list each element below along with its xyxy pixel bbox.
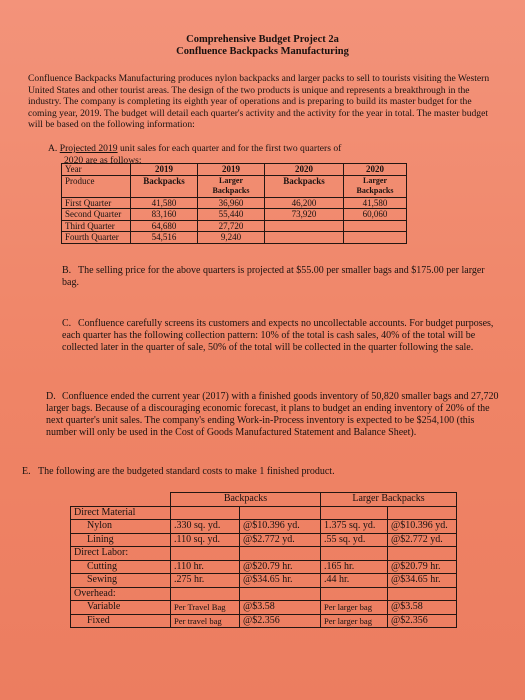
table-cell: @$3.58 — [240, 601, 321, 615]
table-cell: 54,516 — [131, 232, 198, 244]
sales-header-row-top — [62, 164, 407, 176]
row-label: Direct Labor: — [71, 547, 171, 561]
cost-table-body — [71, 506, 457, 628]
row-label: Second Quarter — [62, 209, 131, 221]
section-e — [22, 466, 502, 478]
table-row — [62, 232, 407, 244]
table-cell: @$3.58 — [388, 601, 457, 615]
table-cell: .275 hr. — [171, 574, 240, 588]
table-cell — [240, 506, 321, 520]
table-row — [62, 209, 407, 221]
item-a-text: unit sales for each quarter and for the first two quarters of — [119, 143, 342, 154]
table-cell: @$34.65 hr. — [240, 574, 321, 588]
table-cell: .110 sq. yd. — [171, 533, 240, 547]
table-cell: @$2.356 — [388, 614, 457, 628]
item-a-underlined: Projected 2019 — [59, 143, 118, 154]
table-cell: .44 hr. — [321, 574, 388, 588]
table-cell — [321, 587, 388, 601]
table-cell: @$34.65 hr. — [388, 574, 457, 588]
section-c-text: Confluence carefully screens its customers and expects no uncollectable accounts. For budget purposes, each quarter has the following collection pattern: 10% of the total is cash sales, 40% of the total will be collected later in the quarter of sale, 50% of the total will be collected in the quarter following the sale. — [62, 318, 494, 353]
standard-cost-table — [70, 492, 457, 628]
section-e-text: The following are the budgeted standard costs to make 1 finished product. — [38, 466, 335, 477]
section-d — [46, 391, 501, 439]
row-label: Sewing — [71, 574, 171, 588]
header-backpacks: Backpacks — [171, 493, 321, 507]
table-cell — [265, 220, 344, 232]
item-a-label: A. — [48, 143, 58, 154]
table-cell: @$20.79 hr. — [388, 560, 457, 574]
table-row — [71, 547, 457, 561]
section-b-label: B. — [62, 265, 72, 276]
table-cell: 64,680 — [131, 220, 198, 232]
header-larger-2019: Larger Backpacks — [198, 175, 265, 197]
table-cell: 60,060 — [344, 209, 407, 221]
table-cell — [240, 547, 321, 561]
table-cell — [344, 232, 407, 244]
table-cell — [171, 506, 240, 520]
row-label: Variable — [71, 601, 171, 615]
section-c — [62, 318, 502, 354]
table-row — [71, 560, 457, 574]
table-row — [62, 220, 407, 232]
item-a — [48, 143, 503, 154]
table-cell: Per Travel Bag — [171, 601, 240, 615]
table-row — [71, 574, 457, 588]
table-cell — [265, 232, 344, 244]
table-cell: Per travel bag — [171, 614, 240, 628]
row-label: Third Quarter — [62, 220, 131, 232]
table-cell: .110 hr. — [171, 560, 240, 574]
table-cell: @$2.772 yd. — [388, 533, 457, 547]
table-cell: @$10.396 yd. — [388, 520, 457, 534]
section-e-label: E. — [22, 466, 31, 477]
table-cell — [388, 587, 457, 601]
table-cell: @$2.772 yd. — [240, 533, 321, 547]
table-cell: 83,160 — [131, 209, 198, 221]
table-row — [71, 587, 457, 601]
header-2020-a: 2020 — [265, 164, 344, 176]
row-label: Fourth Quarter — [62, 232, 131, 244]
header-2020-b: 2020 — [344, 164, 407, 176]
table-row — [71, 614, 457, 628]
table-cell: 36,960 — [198, 197, 265, 209]
table-cell: 55,440 — [198, 209, 265, 221]
row-label: Fixed — [71, 614, 171, 628]
table-cell: Per larger bag — [321, 601, 388, 615]
table-cell: 9,240 — [198, 232, 265, 244]
cost-header-row — [71, 493, 457, 507]
row-label: First Quarter — [62, 197, 131, 209]
section-c-label: C. — [62, 318, 72, 329]
row-label: Overhead: — [71, 587, 171, 601]
table-row — [62, 197, 407, 209]
table-cell: .55 sq. yd. — [321, 533, 388, 547]
header-backpacks-2020: Backpacks — [265, 175, 344, 197]
document-title: Comprehensive Budget Project 2a — [186, 34, 339, 45]
table-row — [71, 506, 457, 520]
unit-sales-table — [61, 163, 407, 244]
table-cell — [240, 587, 321, 601]
table-cell: Per larger bag — [321, 614, 388, 628]
table-row — [71, 533, 457, 547]
row-label: Direct Material — [71, 506, 171, 520]
table-cell: @$10.396 yd. — [240, 520, 321, 534]
table-cell — [171, 547, 240, 561]
section-d-label: D. — [46, 391, 56, 402]
header-2019-b: 2019 — [198, 164, 265, 176]
section-b — [62, 265, 502, 289]
table-cell — [388, 506, 457, 520]
table-cell: 1.375 sq. yd. — [321, 520, 388, 534]
table-cell: 41,580 — [344, 197, 407, 209]
table-row — [71, 601, 457, 615]
section-d-text: Confluence ended the current year (2017) with a finished goods inventory of 50,820 smaller bags and 27,720 larger bags. Because of a discouraging economic forecast, it plans to budget an ending inventory of 20% of the next quarter's unit sales. The company's ending Work-in-Process inventory is expected to be $254,100 (this number will only be used in the Cost of Goods Manufactured Statement and Balance Sheet). — [46, 391, 499, 438]
header-2019-a: 2019 — [131, 164, 198, 176]
table-cell: .330 sq. yd. — [171, 520, 240, 534]
table-cell: 46,200 — [265, 197, 344, 209]
intro-paragraph: Confluence Backpacks Manufacturing produces nylon backpacks and larger packs to sell to tourists visiting the Western United States and other tourist areas. The design of the two products is unique and represents a breakthrough in the industry. The company is completing its eighth year of operations and is preparing to build its master budget for the coming year, 2019. The budget will detail each quarter's activity and the activity for the year in total. The master budget will be based on the following information: — [28, 73, 490, 131]
table-cell — [321, 506, 388, 520]
table-cell — [344, 220, 407, 232]
table-cell: 27,720 — [198, 220, 265, 232]
row-label: Nylon — [71, 520, 171, 534]
sales-header-row-bottom — [62, 175, 407, 197]
table-cell: @$2.356 — [240, 614, 321, 628]
table-row — [71, 520, 457, 534]
table-cell: .165 hr. — [321, 560, 388, 574]
row-label: Cutting — [71, 560, 171, 574]
header-backpacks-2019: Backpacks — [131, 175, 198, 197]
table-cell: @$20.79 hr. — [240, 560, 321, 574]
table-cell: 41,580 — [131, 197, 198, 209]
header-larger-backpacks: Larger Backpacks — [321, 493, 457, 507]
table-cell — [171, 587, 240, 601]
table-cell: 73,920 — [265, 209, 344, 221]
header-produce: Produce — [62, 175, 131, 197]
section-b-text: The selling price for the above quarters is projected at $55.00 per smaller bags and $175.00 per larger bag. — [62, 265, 485, 288]
table-cell — [321, 547, 388, 561]
header-year: Year — [62, 164, 131, 176]
item-a-line2: 2020 are as follows: — [64, 155, 142, 166]
document-subtitle: Confluence Backpacks Manufacturing — [176, 46, 349, 57]
header-larger-2020: Larger Backpacks — [344, 175, 407, 197]
row-label: Lining — [71, 533, 171, 547]
table-cell — [388, 547, 457, 561]
